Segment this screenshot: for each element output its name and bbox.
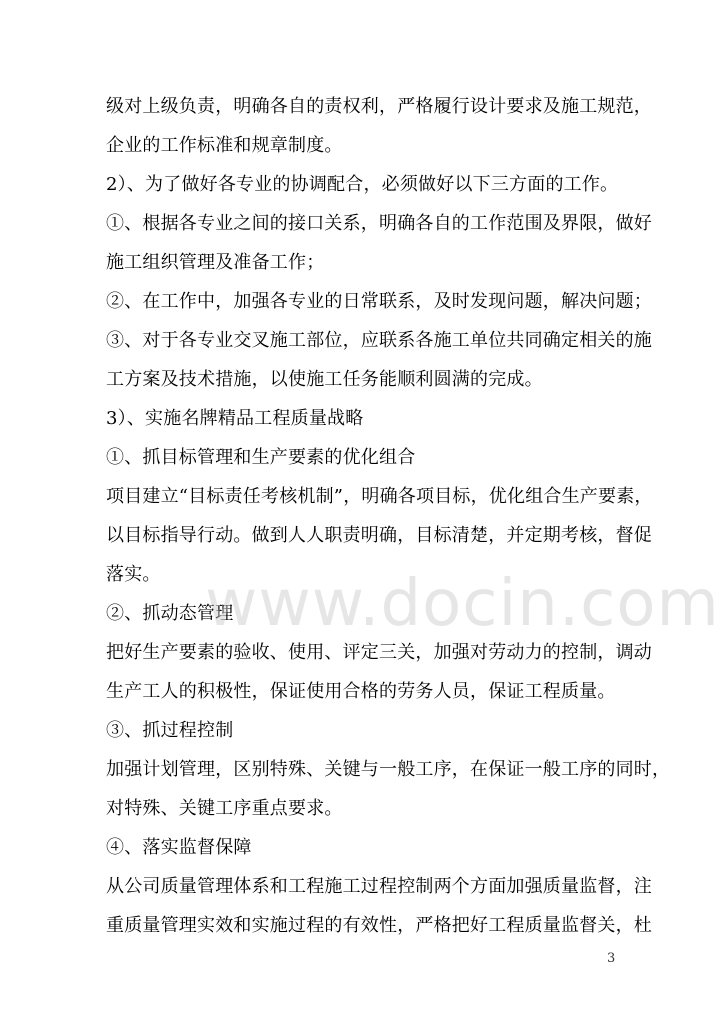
text-line: 从公司质量管理体系和工程施工过程控制两个方面加强质量监督，注 — [106, 876, 652, 897]
text-line: 对特殊、关键工序重点要求。 — [106, 798, 343, 819]
text-line: ②、在工作中，加强各专业的日常联系，及时发现问题，解决问题； — [106, 291, 652, 312]
subsection-heading: ③、抓过程控制 — [106, 720, 234, 741]
text-line: 加强计划管理，区别特殊、关键与一般工序，在保证一般工序的同时， — [106, 759, 671, 780]
text-line: ①、根据各专业之间的接口关系，明确各自的工作范围及界限，做好 — [106, 213, 652, 234]
text-line: 以目标指导行动。做到人人职责明确，目标清楚，并定期考核，督促 — [106, 525, 652, 546]
subsection-heading: ④、落实监督保障 — [106, 837, 252, 858]
text-line: 重质量管理实效和实施过程的有效性，严格把好工程质量监督关，杜 — [106, 915, 652, 936]
text-line: 企业的工作标准和规章制度。 — [106, 135, 343, 156]
text-line: 工方案及技术措施，以使施工任务能顺利圆满的完成。 — [106, 369, 543, 390]
text-line: 项目建立“目标责任考核机制”，明确各项目标，优化组合生产要素， — [106, 486, 653, 507]
watermark: www.docin.com — [205, 567, 720, 641]
text-line: 把好生产要素的验收、使用、评定三关，加强对劳动力的控制，调动 — [106, 642, 652, 663]
text-line: 级对上级负责，明确各自的责权利，严格履行设计要求及施工规范， — [106, 96, 652, 117]
subsection-heading: ①、抓目标管理和生产要素的优化组合 — [106, 447, 416, 468]
text-line: 2）、为了做好各专业的协调配合，必须做好以下三方面的工作。 — [106, 174, 619, 195]
subsection-heading: ②、抓动态管理 — [106, 603, 234, 624]
text-line: 施工组织管理及准备工作； — [106, 252, 325, 273]
text-line: ③、对于各专业交叉施工部位，应联系各施工单位共同确定相关的施 — [106, 330, 652, 351]
page-number: 3 — [607, 951, 616, 966]
text-line: 落实。 — [106, 564, 161, 585]
text-line: 生产工人的积极性，保证使用合格的劳务人员，保证工程质量。 — [106, 681, 616, 702]
section-heading: 3）、实施名牌精品工程质量战略 — [106, 408, 364, 429]
